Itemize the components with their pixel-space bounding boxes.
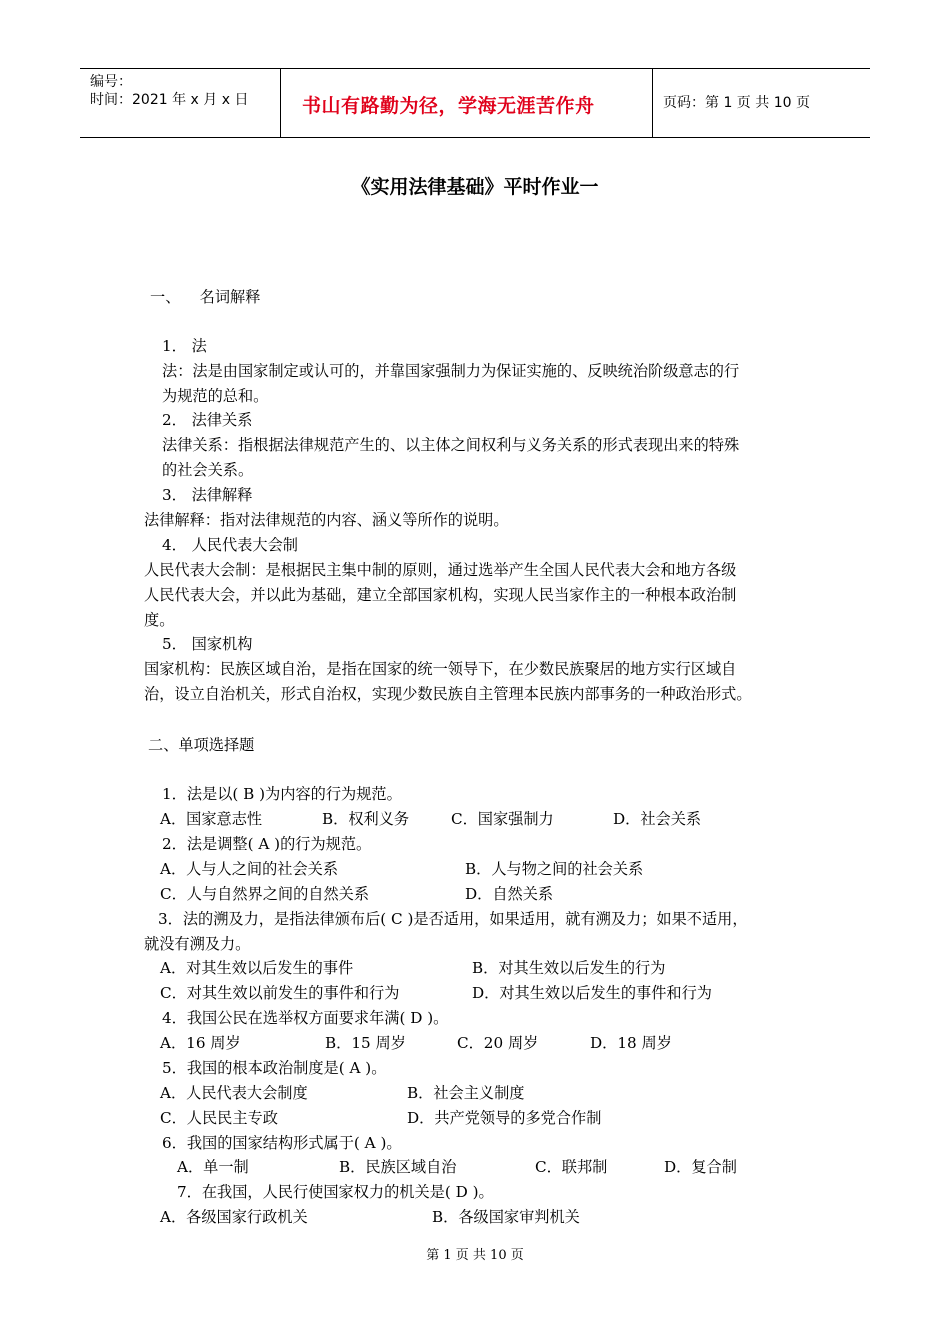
option-d: D．对其生效以后发生的事件和行为 (472, 984, 712, 1002)
definition-line: 法律关系：指根据法律规范产生的、以主体之间权利与义务关系的形式表现出来的特殊 (162, 436, 740, 454)
option-d: D．18 周岁 (590, 1034, 672, 1052)
option-b: B．各级国家审判机关 (432, 1208, 580, 1226)
option-c: C．国家强制力 (451, 810, 554, 828)
question-text: 4．我国公民在选举权方面要求年满( D )。 (162, 1009, 449, 1027)
question-text: 3．法的溯及力，是指法律颁布后( C )是否适用，如果适用，就有溯及力；如果不适用， (158, 910, 748, 928)
header-table (80, 68, 870, 138)
definition-line: 人民代表大会制：是根据民主集中制的原则，通过选举产生全国人民代表大会和地方各级 (144, 561, 737, 579)
term-heading: 4． 人民代表大会制 (162, 536, 298, 554)
option-a: A．人与人之间的社会关系 (160, 860, 339, 878)
question-text: 7．在我国，人民行使国家权力的机关是( D )。 (177, 1183, 494, 1201)
definition-line: 治，设立自治机关，形式自治权，实现少数民族自主管理本民族内部事务的一种政治形式。 (144, 685, 752, 703)
definition-line: 法律解释：指对法律规范的内容、涵义等所作的说明。 (144, 511, 509, 529)
option-c: C．对其生效以前发生的事件和行为 (160, 984, 400, 1002)
definition-line: 人民代表大会，并以此为基础，建立全部国家机构，实现人民当家作主的一种根本政治制 (144, 586, 737, 604)
question-text: 2．法是调整( A )的行为规范。 (162, 835, 372, 853)
option-c: C．联邦制 (535, 1158, 608, 1176)
question-text: 1．法是以( B )为内容的行为规范。 (162, 785, 402, 803)
page-footer: 第 1 页 共 10 页 (426, 1248, 524, 1263)
definition-line: 为规范的总和。 (162, 387, 269, 405)
option-b: B．权利义务 (322, 810, 410, 828)
definition-line: 的社会关系。 (162, 461, 254, 479)
option-c: C．20 周岁 (457, 1034, 539, 1052)
header-page-cell (653, 69, 870, 137)
header-left-cell (80, 69, 281, 137)
header-motto-cell (280, 69, 653, 137)
document-title: 《实用法律基础》平时作业一 (351, 176, 599, 198)
definition-line: 法：法是由国家制定或认可的，并靠国家强制力为保证实施的、反映统治阶级意志的行 (162, 362, 740, 380)
option-b: B．15 周岁 (325, 1034, 406, 1052)
question-text: 就没有溯及力。 (144, 935, 251, 953)
option-a: A．16 周岁 (160, 1034, 241, 1052)
time-label: 时间：2021 年 x 月 x 日 (90, 92, 249, 108)
number-label: 编号： (90, 74, 132, 90)
term-heading: 2． 法律关系 (162, 411, 253, 429)
page-info: 页码：第 1 页 共 10 页 (663, 95, 810, 111)
option-a: A．单一制 (177, 1158, 249, 1176)
section-heading: 二、单项选择题 (148, 736, 255, 754)
option-a: A．国家意志性 (160, 810, 263, 828)
question-text: 6．我国的国家结构形式属于( A )。 (162, 1134, 402, 1152)
question-text: 5．我国的根本政治制度是( A )。 (162, 1059, 387, 1077)
definition-line: 度。 (144, 611, 175, 629)
term-heading: 3． 法律解释 (162, 486, 253, 504)
option-b: B．民族区域自治 (339, 1158, 457, 1176)
definition-line: 国家机构：民族区域自治，是指在国家的统一领导下，在少数民族聚居的地方实行区域自 (144, 660, 737, 678)
option-b: B．人与物之间的社会关系 (465, 860, 644, 878)
term-heading: 5． 国家机构 (162, 635, 253, 653)
option-d: D．自然关系 (465, 885, 554, 903)
option-d: D．复合制 (664, 1158, 737, 1176)
motto-text: 书山有路勤为径，学海无涯苦作舟 (302, 95, 595, 117)
option-c: C．人与自然界之间的自然关系 (160, 885, 370, 903)
option-c: C．人民民主专政 (160, 1109, 278, 1127)
option-b: B．对其生效以后发生的行为 (472, 959, 666, 977)
option-a: A．人民代表大会制度 (160, 1084, 308, 1102)
option-a: A．对其生效以后发生的事件 (160, 959, 354, 977)
option-a: A．各级国家行政机关 (160, 1208, 308, 1226)
section-heading: 一、 名词解释 (150, 288, 261, 306)
term-heading: 1． 法 (162, 337, 207, 355)
option-d: D．社会关系 (613, 810, 702, 828)
option-d: D．共产党领导的多党合作制 (407, 1109, 602, 1127)
option-b: B．社会主义制度 (407, 1084, 525, 1102)
